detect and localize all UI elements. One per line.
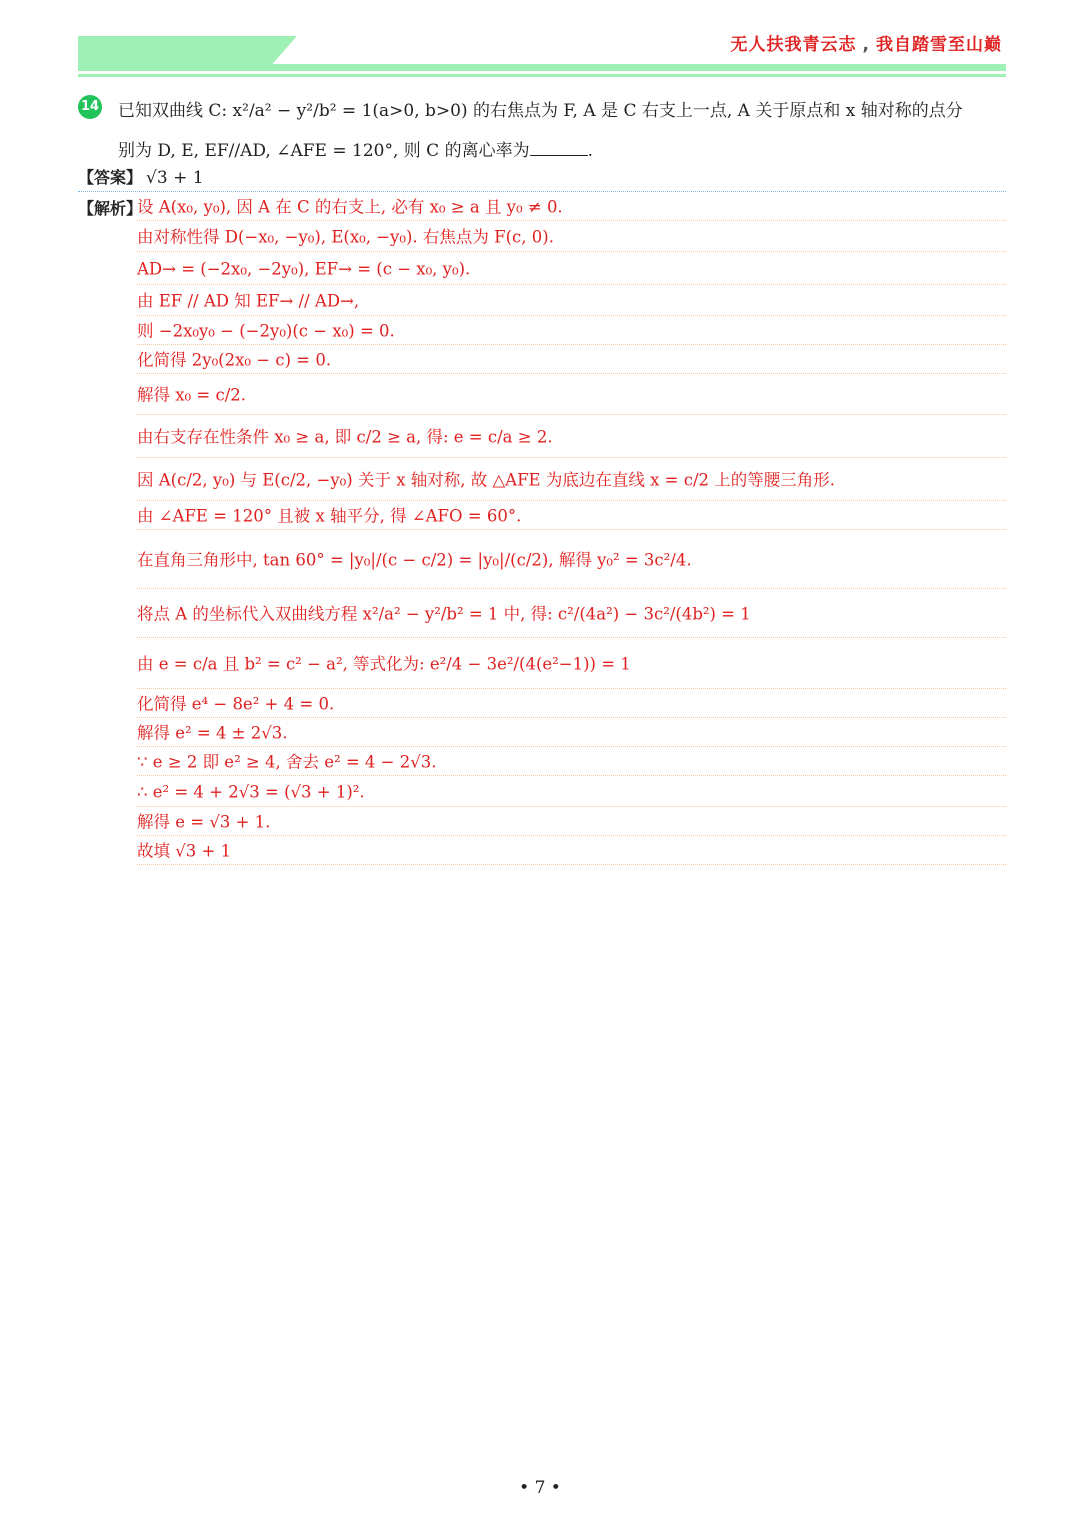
step-text: 解得 e = √3 + 1.: [137, 812, 271, 832]
solution-step: [137, 778, 1006, 807]
answer-blank: [530, 141, 588, 156]
question-line-2-end: .: [587, 141, 593, 161]
step-text: 在直角三角形中, tan 60° = |y₀|/(c − c/2) = |y₀|/(c/2), 解得 y₀² = 3c²/4.: [137, 550, 692, 570]
step-text: 则 −2x₀y₀ − (−2y₀)(c − x₀) = 0.: [137, 321, 395, 341]
step-text: 解得 e² = 4 ± 2√3.: [137, 723, 288, 743]
question-line-2: [118, 136, 593, 161]
step-text: 设 A(x₀, y₀), 因 A 在 C 的右支上, 必有 x₀ ≥ a 且 y₀ ≠ 0.: [137, 197, 563, 217]
solution-step: [137, 838, 1006, 865]
step-text: 化简得 e⁴ − 8e² + 4 = 0.: [137, 694, 335, 714]
question-line-1: 已知双曲线 C: x²/a² − y²/b² = 1(a>0, b>0) 的右焦点为 F, A 是 C 右支上一点, A 关于原点和 x 轴对称的点分: [118, 101, 963, 121]
solution-step: [137, 376, 1006, 415]
motto-part2: 我自踏雪至山巅: [876, 35, 1002, 55]
answer-value: √3 + 1: [146, 168, 204, 188]
question-line-2-text: 别为 D, E, EF//AD, ∠AFE = 120°, 则 C 的离心率为: [118, 141, 530, 161]
step-text: 解得 x₀ = c/2.: [137, 385, 247, 405]
step-text: 由 ∠AFE = 120° 且被 x 轴平分, 得 ∠AFO = 60°.: [137, 506, 522, 526]
answer-label: 【答案】: [78, 168, 143, 187]
solution-step: [137, 254, 1006, 285]
step-text: 化简得 2y₀(2x₀ − c) = 0.: [137, 350, 332, 370]
solution-step: [137, 532, 1006, 589]
solution-step: [137, 347, 1006, 374]
motto-separator: ,: [862, 35, 870, 55]
step-text: 由对称性得 D(−x₀, −y₀), E(x₀, −y₀). 右焦点为 F(c, 0).: [137, 227, 554, 247]
header-rule-thin: [78, 74, 1006, 77]
solution-label: 【解析】: [78, 199, 143, 218]
solution-step: [137, 417, 1006, 458]
step-text: 因 A(c/2, y₀) 与 E(c/2, −y₀) 关于 x 轴对称, 故 △AFE 为底边在直线 x = c/2 上的等腰三角形.: [137, 470, 835, 490]
step-text: AD→ = (−2x₀, −2y₀), EF→ = (c − x₀, y₀).: [137, 259, 471, 279]
header-motto: [731, 30, 1002, 55]
question-number: 14: [78, 95, 102, 119]
step-text: 由 e = c/a 且 b² = c² − a², 等式化为: e²/4 − 3e²/(4(e²−1)) = 1: [137, 654, 631, 674]
solution-step: [137, 287, 1006, 316]
solution-step: [137, 194, 1006, 221]
solution-step: [137, 809, 1006, 836]
solution-step: [137, 223, 1006, 252]
step-text: 故填 √3 + 1: [137, 841, 232, 861]
answer-row: [78, 165, 1006, 192]
solution-step: [137, 640, 1006, 689]
solution-step: [137, 503, 1006, 530]
motto-part1: 无人扶我青云志: [730, 35, 857, 55]
solution-step: [137, 460, 1006, 501]
header-rule: [78, 64, 1006, 71]
step-text: ∵ e ≥ 2 即 e² ≥ 4, 舍去 e² = 4 − 2√3.: [137, 752, 437, 772]
step-text: 由 EF // AD 知 EF→ // AD→,: [137, 291, 360, 311]
step-text: ∴ e² = 4 + 2√3 = (√3 + 1)².: [137, 782, 365, 802]
solution-step: [137, 591, 1006, 638]
solution-step: [137, 720, 1006, 747]
page-number: • 7 •: [519, 1478, 561, 1498]
solution-step: [137, 749, 1006, 776]
step-text: 由右支存在性条件 x₀ ≥ a, 即 c/2 ≥ a, 得: e = c/a ≥ 2.: [137, 427, 553, 447]
solution-step: [137, 691, 1006, 718]
step-text: 将点 A 的坐标代入双曲线方程 x²/a² − y²/b² = 1 中, 得: c²/(4a²) − 3c²/(4b²) = 1: [137, 604, 751, 624]
solution-step: [137, 318, 1006, 345]
